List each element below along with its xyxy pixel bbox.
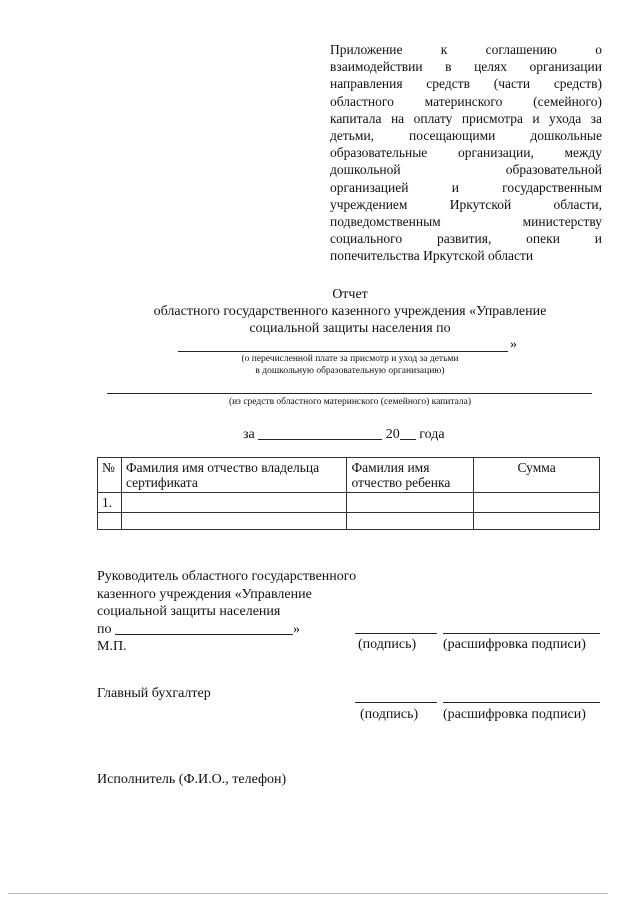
period-prefix: за xyxy=(243,427,255,442)
appendix-line: попечительства Иркутской области xyxy=(330,248,534,264)
table-cell: 1. xyxy=(98,493,122,513)
report-title: Отчет xyxy=(332,287,368,302)
executor-label: Исполнитель (Ф.И.О., телефон) xyxy=(97,772,287,787)
head-title xyxy=(97,568,356,656)
report-table xyxy=(97,457,600,530)
report-line-1: областного государственного казенного учреждения «Управление xyxy=(153,304,547,319)
report-blank-close-quote: » xyxy=(510,337,517,352)
appendix-line: учреждением Иркутской области, xyxy=(330,196,602,212)
head-line-4 xyxy=(97,621,356,639)
report-note-1-line-1: (о перечисленной плате за присмотр и уход за детьми xyxy=(241,354,459,364)
report-blank-line-1 xyxy=(178,351,508,352)
head-po-blank xyxy=(115,621,293,635)
report-line-2: социальной защиты населения по xyxy=(249,321,451,336)
table-cell xyxy=(474,493,600,513)
period-blank xyxy=(258,426,382,440)
appendix-line: областного материнского (семейного) xyxy=(330,93,602,109)
report-note-1-line-2: в дошкольную образовательную организацию) xyxy=(255,366,445,376)
appendix-line: организацией и государственным xyxy=(330,179,602,195)
table-cell xyxy=(121,493,347,513)
table-row xyxy=(98,493,600,513)
appendix-line: дошкольной образовательной xyxy=(330,162,602,178)
table-cell xyxy=(98,513,122,530)
period-suffix: года xyxy=(419,427,445,442)
accountant-decoding-label: (расшифровка подписи) xyxy=(443,707,586,722)
head-line-1: Руководитель областного государственного xyxy=(97,569,357,584)
table-header-row xyxy=(98,458,600,493)
accountant-decoding-line xyxy=(443,702,600,703)
appendix-note xyxy=(330,41,602,265)
table-header-owner: Фамилия имя отчество владельца сертификата xyxy=(121,458,347,493)
report-note-1 xyxy=(150,353,550,377)
table-cell xyxy=(121,513,347,530)
table-cell xyxy=(347,513,474,530)
head-signature-label: (подпись) xyxy=(358,637,417,652)
head-decoding-line xyxy=(443,633,600,634)
appendix-line: направления средств (части средств) xyxy=(330,76,602,92)
table-row xyxy=(98,513,600,530)
chief-accountant-label: Главный бухгалтер xyxy=(97,686,211,701)
head-decoding-label: (расшифровка подписи) xyxy=(443,637,586,652)
period-year-blank xyxy=(400,426,416,440)
appendix-line: детьми, посещающими дошкольные xyxy=(330,128,602,144)
head-line-2: казенного учреждения «Управление xyxy=(97,586,312,602)
appendix-line: капитала на оплату присмотра и ухода за xyxy=(330,110,602,126)
table-cell xyxy=(474,513,600,530)
period-year: 20 xyxy=(385,427,400,442)
head-signature-line xyxy=(355,633,437,634)
period-line xyxy=(243,426,445,443)
table-header-sum: Сумма xyxy=(474,458,600,493)
appendix-line: образовательные организации, между xyxy=(330,145,602,161)
scan-edge-line xyxy=(8,893,608,894)
appendix-line: взаимодействии в целях организации xyxy=(330,59,602,75)
table-cell xyxy=(347,493,474,513)
table-header-number: № xyxy=(98,458,122,493)
report-note-2: (из средств областного материнского (семейного) капитала) xyxy=(228,397,472,407)
report-header xyxy=(0,303,640,337)
report-blank-line-2 xyxy=(107,393,592,394)
appendix-line: подведомственным министерству xyxy=(330,214,602,230)
table-header-child: Фамилия имя отчество ребенка xyxy=(347,458,474,493)
mp-label: М.П. xyxy=(97,639,127,654)
head-po: по xyxy=(97,621,112,637)
accountant-signature-line xyxy=(355,702,437,703)
head-line-3: социальной защиты населения xyxy=(97,604,281,619)
appendix-line: социального развития, опеки и xyxy=(330,231,602,247)
appendix-line: Приложение к соглашению о xyxy=(330,42,602,57)
head-close-quote: » xyxy=(293,621,300,637)
accountant-signature-label: (подпись) xyxy=(360,707,419,722)
